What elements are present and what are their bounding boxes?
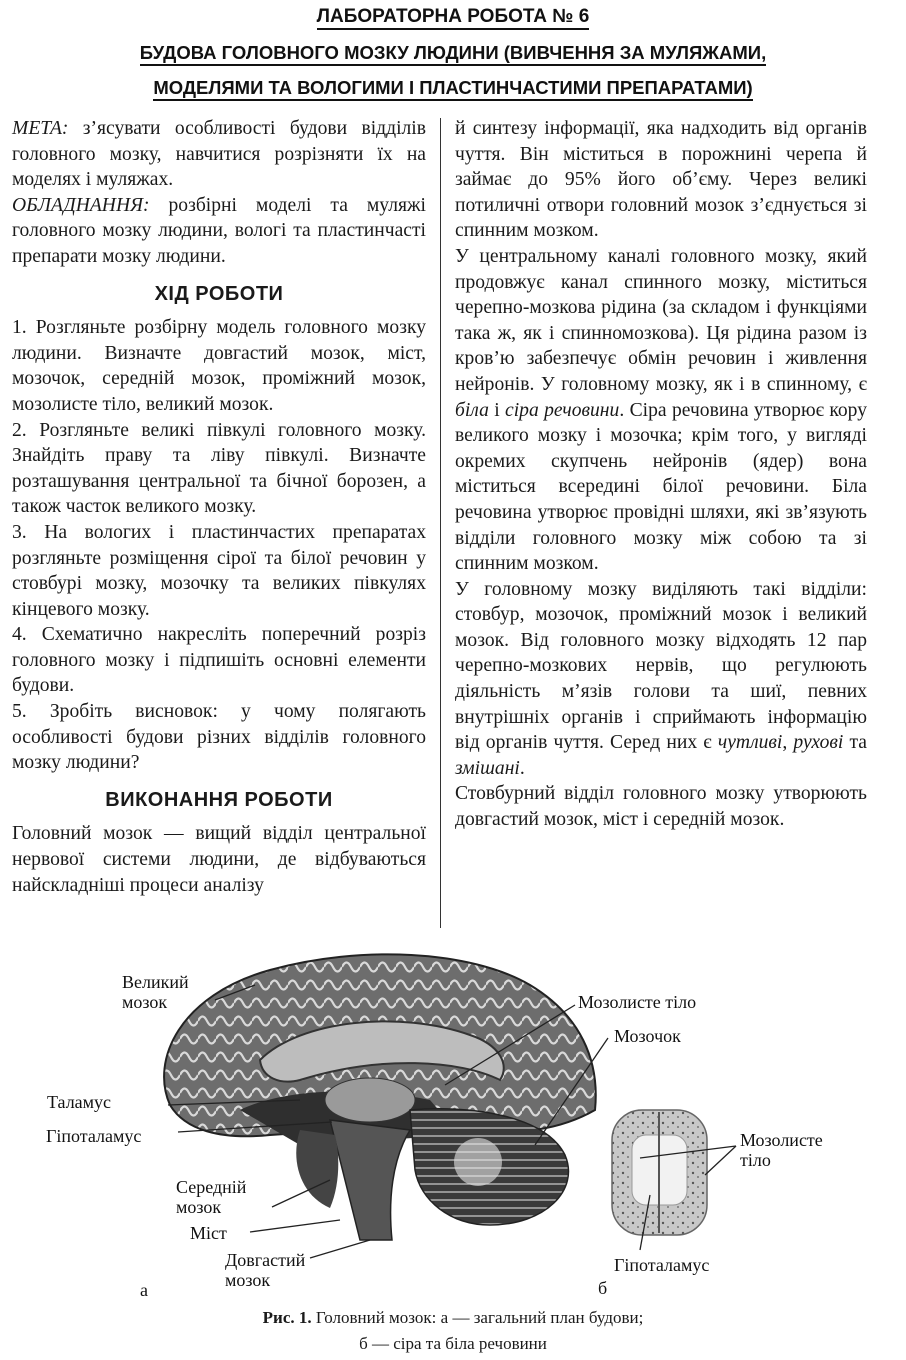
left-column [12,116,426,898]
label-hypothalamus-b: Гіпоталамус [614,1255,710,1275]
label-medulla: Довгастий мозок [225,1250,306,1290]
panel-b-label: б [598,1278,608,1298]
label-midbrain: Середній мозок [176,1177,247,1217]
procedure-heading: ХІД РОБОТИ [154,282,284,305]
goal-paragraph [12,116,426,193]
label-hypothalamus: Гіпоталамус [46,1126,142,1146]
step-5: 5. Зробіть висновок: у чому полягають особливості будови різних відділів головного мозку людини? [12,701,426,774]
coronal-section [612,1110,707,1235]
step-2: 2. Розгляньте великі півкулі головного мозку. Знайдіть праву та ліву півкулі. Визначте розташування центральної та бічної борозен, а також часток великого мозку. [12,419,426,518]
equipment-label: ОБЛАДНАННЯ: [12,194,150,216]
right-paragraph-1: й синтезу інформації, яка надходить від органів чуття. Він міститься в порожнині черепа й займає до 95% його об’єму. Через великі потиличні отвори головний мозок з’єднується зі спинним мозком. [455,118,867,242]
label-corpus-callosum-b: Мозолисте тіло [740,1130,823,1170]
panel-a-label: а [140,1280,148,1300]
grey-matter-term: сіра речовини [505,399,620,421]
mixed-term: змішані [455,757,520,779]
goal-text: з’ясувати особливості будови відділів головного мозку, навчитися розрізняти їх на моделях і муляжах. [12,118,426,191]
label-pons: Міст [190,1223,227,1243]
equipment-paragraph [12,193,426,270]
goal-label: МЕТА: [12,118,69,139]
equipment-text: розбірні моделі та муляжі головного мозку людини, вологі та пластинчасті препарати мозку людини. [12,194,426,267]
label-corpus-callosum: Мозолисте тіло [578,992,697,1012]
label-cerebellum: Мозочок [614,1026,681,1046]
sensory-term: чутливі [717,732,783,754]
step-3: 3. На вологих і пластинчастих препаратах розгляньте розміщення сірої та білої речовин у стовбурі мозку, мозочку та великих півкулях кінцевого мозку. [12,521,426,620]
execution-text: Головний мозок — вищий відділ центральної нервової системи людини, де відбуваються найскладніші процеси аналізу [12,823,426,896]
step-4: 4. Схематично накресліть поперечний розріз головного мозку і підпишіть основні елементи будови. [12,624,426,697]
label-thalamus: Таламус [47,1092,112,1112]
figure-caption-line1: Рис. 1. Головний мозок: а — загальний план будови; [262,1308,644,1327]
right-paragraph-4: Стовбурний відділ головного мозку утворюють довгастий мозок, міст і середній мозок. [455,783,867,831]
lab-number-title: ЛАБОРАТОРНА РОБОТА № 6 [0,6,906,28]
figure-caption-line2: б — сіра та біла речовини [359,1334,547,1353]
step-1: 1. Розгляньте розбірну модель головного мозку людини. Визначте довгастий мозок, міст, мозочок, середній мозок, проміжний мозок, мозолисте тіло, великий мозок. [12,317,426,415]
motor-term: рухові [793,732,844,754]
execution-heading: ВИКОНАННЯ РОБОТИ [105,788,333,811]
column-divider [440,118,441,928]
lab-topic-line2: МОДЕЛЯМИ ТА ВОЛОГИМИ І ПЛАСТИНЧАСТИМИ ПРЕПАРАТАМИ) [0,77,906,99]
brain-figure [0,940,906,1300]
lab-topic-line1: БУДОВА ГОЛОВНОГО МОЗКУ ЛЮДИНИ (ВИВЧЕННЯ ЗА МУЛЯЖАМИ, [0,42,906,64]
white-matter-term: біла [455,399,489,421]
right-paragraph-2: У центральному каналі головного мозку, який продовжує канал спинного мозку, міститься черепно-мозкова рідина (за складом і функціями така ж, як і спинномозкова). Ця рідина разом із кров’ю забезпечує обмін речовин і живлення нейронів. У головному мозку, як і в спинному, є біла і сіра речовини. Сіра речовина утворює кору великого мозку і мозочка; крім того, у вигляді окремих скупчень нейронів (ядер) вона міститься всередині білої речовини. Біла речовина утворює провідні шляхи, які зв’язують відділи головного мозку між собою та зі спинним мозком. [455,245,867,575]
right-paragraph-3: У головному мозку виділяють такі відділи: стовбур, мозочок, проміжний мозок і великий мозок. Від головного мозку відходять 12 пар черепно-мозкових нервів, що регулюють діяльність м’язів голови та шиї, певних внутрішніх органів і сприймають інформацію від органів чуття. Серед них є чутливі, рухові та змішані. [455,578,867,779]
label-cerebrum: Великий мозок [122,972,189,1012]
right-column [455,116,867,833]
